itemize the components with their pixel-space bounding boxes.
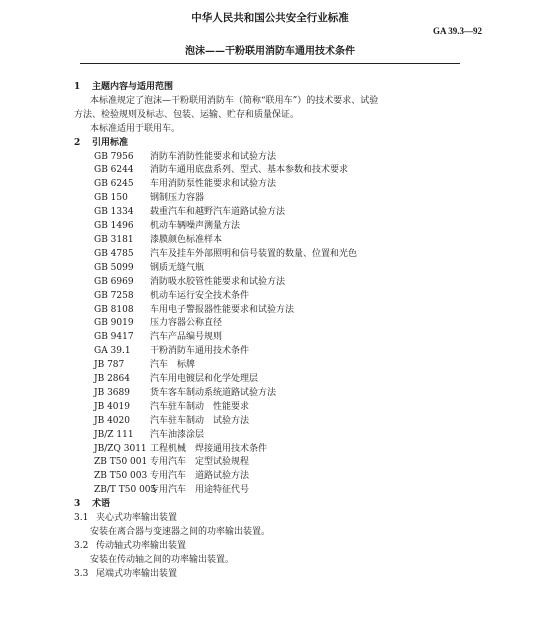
reference-code: GB 9417 [94,332,134,343]
term-definition: 安装在传动轴之间的功率输出装置。 [90,554,235,565]
reference-title: 汽车驻车制动 试验方法 [150,415,250,426]
reference-code: GA 39.1 [94,346,131,357]
standard-issuer: 中华人民共和国公共安全行业标准 [191,12,349,24]
reference-item [74,151,474,165]
reference-code: GB 1496 [94,221,134,232]
reference-title: 干粉消防车通用技术条件 [150,346,250,357]
section-1-paragraph-line: 本标准规定了泡沫—干粉联用消防车（简称“联用车”）的技术要求、试验 [90,95,379,106]
reference-title: 汽车及挂车外部照明和信号装置的数量、位置和光色 [150,248,358,259]
section-number: 2 [74,137,81,148]
reference-title: 钢质无缝气瓶 [150,262,205,273]
reference-code: JB 2864 [94,374,130,385]
reference-title: 压力容器公称直径 [150,318,223,329]
section-1-heading [74,81,474,95]
reference-title: 汽车驻车制动 性能要求 [150,401,250,412]
document-title: 泡沫——干粉联用消防车通用技术条件 [185,46,355,57]
reference-code: GB 8108 [94,304,134,315]
reference-code: GB 150 [94,193,128,204]
section-number: 1 [74,82,81,92]
reference-title: 汽车用电镀层和化学处理层 [150,374,259,385]
section-number: 3 [74,499,81,510]
term-title: 传动轴式功率输出装置 [96,540,187,551]
reference-item [74,345,474,359]
reference-title: 货车客车制动系统道路试验方法 [150,387,277,398]
reference-title: 专用汽车 定型试验规程 [150,457,250,468]
reference-title: 消防吸水胶管性能要求和试验方法 [150,276,286,287]
reference-title: 漆膜颜色标准样本 [150,234,223,245]
term-definition: 安装在离合器与变速器之间的功率输出装置。 [90,527,271,537]
reference-code: GB 3181 [94,234,134,245]
reference-title: 机动车运行安全技术条件 [150,290,250,301]
term-list [74,512,474,582]
section-1-paragraph: 本标准适用于联用车。 [90,123,181,134]
reference-code: JB/Z 111 [94,429,134,440]
term-heading [74,540,474,554]
section-1-paragraph-line: 方法、检验规则及标志、包装、运输、贮存和质量保证。 [74,109,300,120]
reference-title: 专用汽车 道路试验方法 [150,471,250,482]
reference-code: JB 4019 [94,401,130,412]
reference-item [74,304,474,318]
reference-item [74,429,474,443]
reference-item [74,373,474,387]
reference-item [74,220,474,234]
section-title: 主题内容与适用范围 [92,82,174,92]
term-number: 3.2 [74,540,89,551]
reference-code: GB 6245 [94,179,134,190]
reference-code: GB 1334 [94,207,134,218]
reference-code: GB 7258 [94,290,134,301]
reference-code: ZB T50 003 [94,471,148,482]
term-number: 3.3 [74,568,89,579]
reference-code: JB 787 [94,360,125,371]
reference-item [74,317,474,331]
reference-code: JB 4020 [94,415,130,426]
reference-code: GB 9019 [94,318,134,329]
standard-code: GA 39.3—92 [432,26,482,36]
reference-item [74,290,474,304]
term-title: 尾端式功率输出装置 [96,568,178,579]
section-title: 引用标准 [92,137,129,148]
reference-title: 载重汽车和越野汽车道路试验方法 [150,207,286,218]
reference-item [74,401,474,415]
section-2-heading [74,137,474,151]
term-title: 夹心式功率输出装置 [96,513,178,524]
reference-list [74,151,474,499]
reference-code: ZB T50 001 [94,457,148,468]
reference-item [74,248,474,262]
document-body [74,81,474,582]
reference-title: 车用消防泵性能要求和试验方法 [150,179,277,190]
reference-code: JB/ZQ 3011 [94,443,147,454]
reference-item [74,206,474,220]
reference-title: 消防车消防性能要求和试验方法 [150,151,277,162]
reference-item [74,484,474,498]
reference-title: 汽车 标牌 [150,360,196,371]
reference-item [74,456,474,470]
reference-title: 汽车油漆涂层 [150,429,205,440]
reference-code: GB 6969 [94,276,134,287]
term-number: 3.1 [74,513,89,524]
reference-item [74,276,474,290]
reference-code: ZB/T T50 005 [94,485,157,496]
reference-title: 机动车辆噪声测量方法 [150,221,241,232]
header-rule [80,63,460,64]
reference-title: 专用汽车 用途特征代号 [150,485,250,496]
reference-code: JB 3689 [94,387,130,398]
reference-item [74,192,474,206]
reference-title: 汽车产品编号规则 [150,332,223,343]
section-3-heading [74,498,474,512]
reference-title: 消防车通用底盘系列、型式、基本参数和技术要求 [150,165,349,176]
term-heading [74,512,474,526]
reference-item [74,178,474,192]
reference-item [74,262,474,276]
reference-title: 钢制压力容器 [150,193,205,204]
reference-item [74,415,474,429]
reference-title: 工程机械 焊接通用技术条件 [150,443,268,454]
reference-code: GB 5099 [94,262,134,273]
reference-code: GB 6244 [94,165,134,176]
reference-item [74,359,474,373]
reference-item [74,470,474,484]
reference-code: GB 7956 [94,151,134,162]
term-heading [74,568,474,582]
reference-item [74,443,474,457]
reference-title: 车用电子警报器性能要求和试验方法 [150,304,295,315]
reference-code: GB 4785 [94,248,134,259]
reference-item [74,331,474,345]
reference-item [74,387,474,401]
section-title: 术语 [92,499,111,510]
reference-item [74,164,474,178]
reference-item [74,234,474,248]
